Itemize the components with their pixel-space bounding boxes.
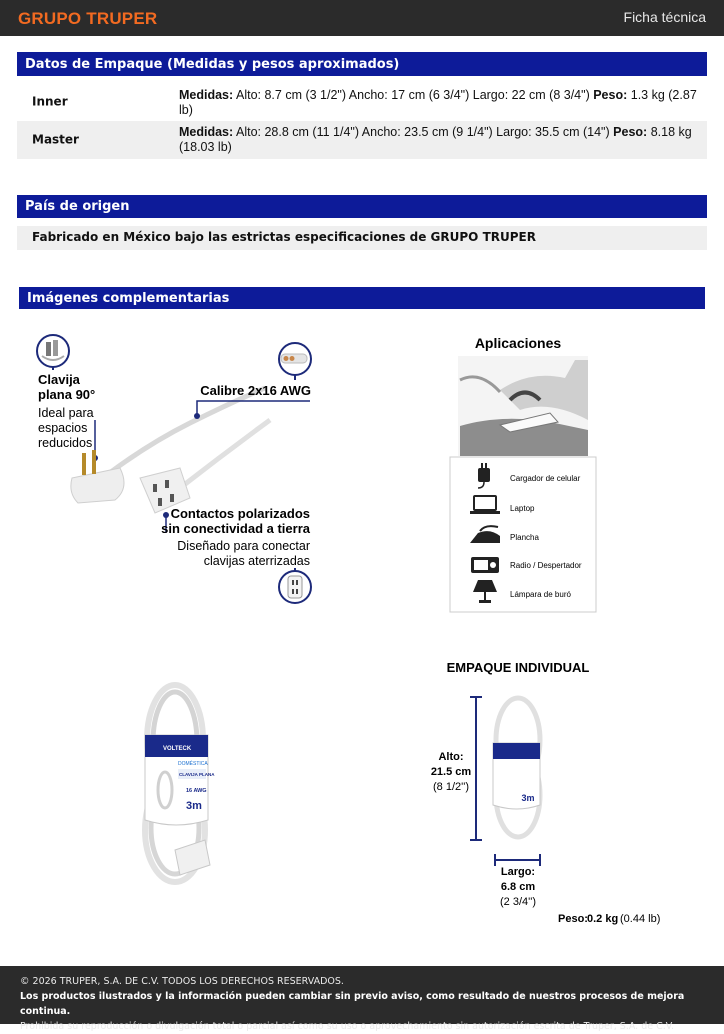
images-section-header: Imágenes complementarias [19,287,705,309]
package-length: 3m [186,800,202,812]
height-in: (8 1/2'') [433,781,469,793]
length-in: (2 3/4'') [500,896,536,908]
application-label: Cargador de celular [510,474,581,483]
top-bar [0,0,724,36]
weight-value: 8.18 kg (18.03 lb) [179,125,692,154]
individual-package-length: 3m [521,793,535,803]
weight-label: Peso: [613,125,648,139]
height-dimension [470,697,482,840]
length-cm: 6.8 cm [500,881,536,893]
radio-icon [471,557,499,573]
footer [0,966,724,1032]
length-dimension [495,854,540,866]
weight-value: 1.3 kg (2.87 lb) [179,88,697,117]
pack-row-inner [17,84,707,120]
pack-description [179,125,699,155]
length-label: Largo: [500,866,536,878]
plug-desc-3: reducidos [38,436,93,450]
height-label: Alto: [438,751,464,763]
measures-label: Medidas: [179,125,234,139]
individual-pack-diagram [430,655,670,930]
contacts-desc-1: Diseñado para conectar [177,539,310,553]
features-illustration [30,328,330,613]
origin-text: Fabricado en México bajo las estrictas especificaciones de GRUPO TRUPER [32,230,536,244]
gauge-label: Calibre 2x16 AWG [200,383,311,398]
ironing-photo [458,356,588,456]
applications-title: Aplicaciones [474,335,562,351]
copyright-text: © 2026 TRUPER, S.A. DE C.V. TODOS LOS DERECHOS RESERVADOS. [20,976,344,987]
pack-row-master [17,121,707,159]
measures-value: Alto: 8.7 cm (3 1/2") Ancho: 17 cm (6 3/4") Largo: 22 cm (8 3/4") [235,88,590,102]
height-cm: 21.5 cm [430,766,472,778]
package-brand: VOLTECK [163,746,192,752]
contacts-desc-2: clavijas aterrizadas [203,554,310,568]
pack-name: Inner [32,94,68,109]
pack-description [179,88,699,118]
plug-title-1: Clavija [38,372,80,387]
origin-row [17,226,707,250]
rights-text: Prohibida su reproducción o divulgación total o parcial así como su uso o aprovechamiento sin autorización escrita de Truper, S.A. de C.V. [20,1021,675,1032]
weight-label: Peso: [593,88,628,102]
origin-section-header: País de origen [17,195,707,218]
package-plug-label: CLAVIJA PLANA [179,772,215,777]
pack-name: Master [32,132,79,147]
package-gauge: 16 AWG [186,788,207,794]
measures-value: Alto: 28.8 cm (11 1/4") Ancho: 23.5 cm (9 1/4") Largo: 35.5 cm (14") [235,125,610,139]
outlet-icon [279,571,311,603]
contacts-title-1: Contactos polarizados [170,506,310,521]
weight-label: Peso: [558,913,588,925]
flat-plug-icon [37,335,69,367]
weight-value: 0.2 kg [587,913,619,925]
extension-cord-drawing [71,388,270,513]
packaging-section-header: Datos de Empaque (Medidas y pesos aproximados) [17,52,707,76]
applications-panel [440,330,610,615]
page-title: Ficha técnica [623,9,706,25]
cable-gauge-icon [279,343,311,375]
individual-pack-title: EMPAQUE INDIVIDUAL [446,660,590,675]
individual-package-photo [493,698,540,837]
application-label: Plancha [510,533,539,542]
product-package-photo [130,680,230,890]
plug-desc-2: espacios [38,421,88,435]
application-label: Radio / Despertador [510,561,582,570]
application-label: Lámpara de buró [510,590,571,599]
plug-title-2: plana 90° [38,387,96,402]
disclaimer-text: Los productos ilustrados y la información pueden cambiar sin previo aviso, como resultado de nuestros procesos de mejora continua. [20,991,685,1017]
application-label: Laptop [510,504,535,513]
contacts-title-2: sin conectividad a tierra [161,521,310,536]
measures-label: Medidas: [179,88,234,102]
brand-logo: GRUPO TRUPER [18,9,158,28]
plug-desc-1: Ideal para [38,406,94,420]
weight-lb: (0.44 lb) [620,913,661,925]
package-line: DOMÉSTICA [178,761,208,767]
